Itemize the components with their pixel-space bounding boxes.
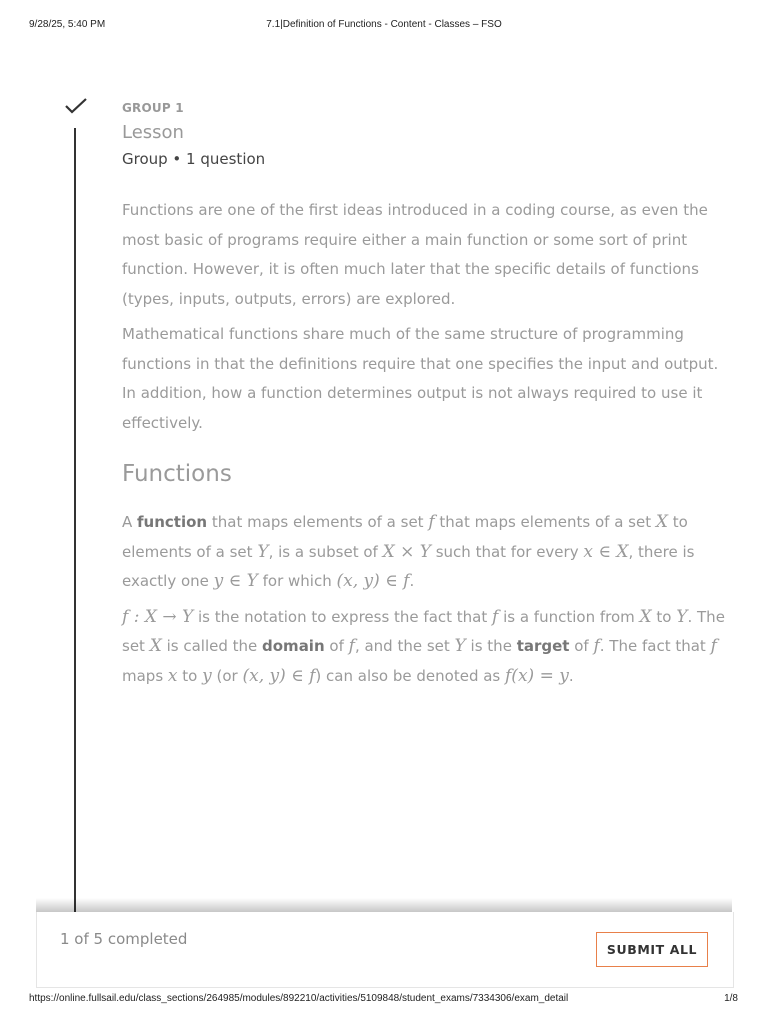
group-label: GROUP 1: [122, 101, 184, 115]
lesson-content: [122, 100, 732, 691]
submit-all-button[interactable]: SUBMIT ALL: [596, 932, 708, 967]
checkmark-icon: [65, 98, 87, 114]
term-target: target: [516, 637, 570, 655]
group-title: Lesson: [122, 122, 184, 143]
print-page-title: 7.1|Definition of Functions - Content - Classes – FSO: [266, 19, 502, 30]
bottom-bar-shadow: [36, 898, 732, 912]
submission-bar: [36, 912, 734, 988]
term-domain: domain: [262, 637, 325, 655]
print-datetime: 9/28/25, 5:40 PM: [29, 19, 106, 30]
function-definition: A function that maps elements of a set f that maps elements of a set X to elements of a set Y, is a subset of X × Y such that for every x ∈ X, there is exactly one y ∈ Y for which (x, y) ∈ f.: [122, 512, 695, 591]
intro-paragraph-2: Mathematical functions share much of the same structure of programming functions in that the definitions require that one specifies the input and output. In addition, how a function determines output is not always required to use it effectively.: [122, 325, 719, 432]
progress-timeline: [74, 128, 76, 988]
print-url: https://online.fullsail.edu/class_sections/264985/modules/892210/activities/5109848/student_exams/7334306/exam_detail: [29, 993, 569, 1004]
section-title: Functions: [122, 461, 232, 487]
print-page-number: 1/8: [724, 993, 738, 1004]
completion-progress: 1 of 5 completed: [60, 930, 188, 948]
term-function: function: [137, 513, 208, 531]
group-meta: Group • 1 question: [122, 150, 266, 168]
intro-paragraph-1: Functions are one of the first ideas introduced in a coding course, as even the most basic of programs require either a main function or some sort of print function. However, it is often much later that the specific details of functions (types, inputs, outputs, errors) are explored.: [122, 201, 708, 308]
function-notation: f : X → Y is the notation to express the fact that f is a function from X to Y. The set X is called the domain of f, and the set Y is the target of f. The fact that f maps x to y (or (x, y) ∈ f) can also be denoted as f(x) = y.: [122, 606, 725, 686]
